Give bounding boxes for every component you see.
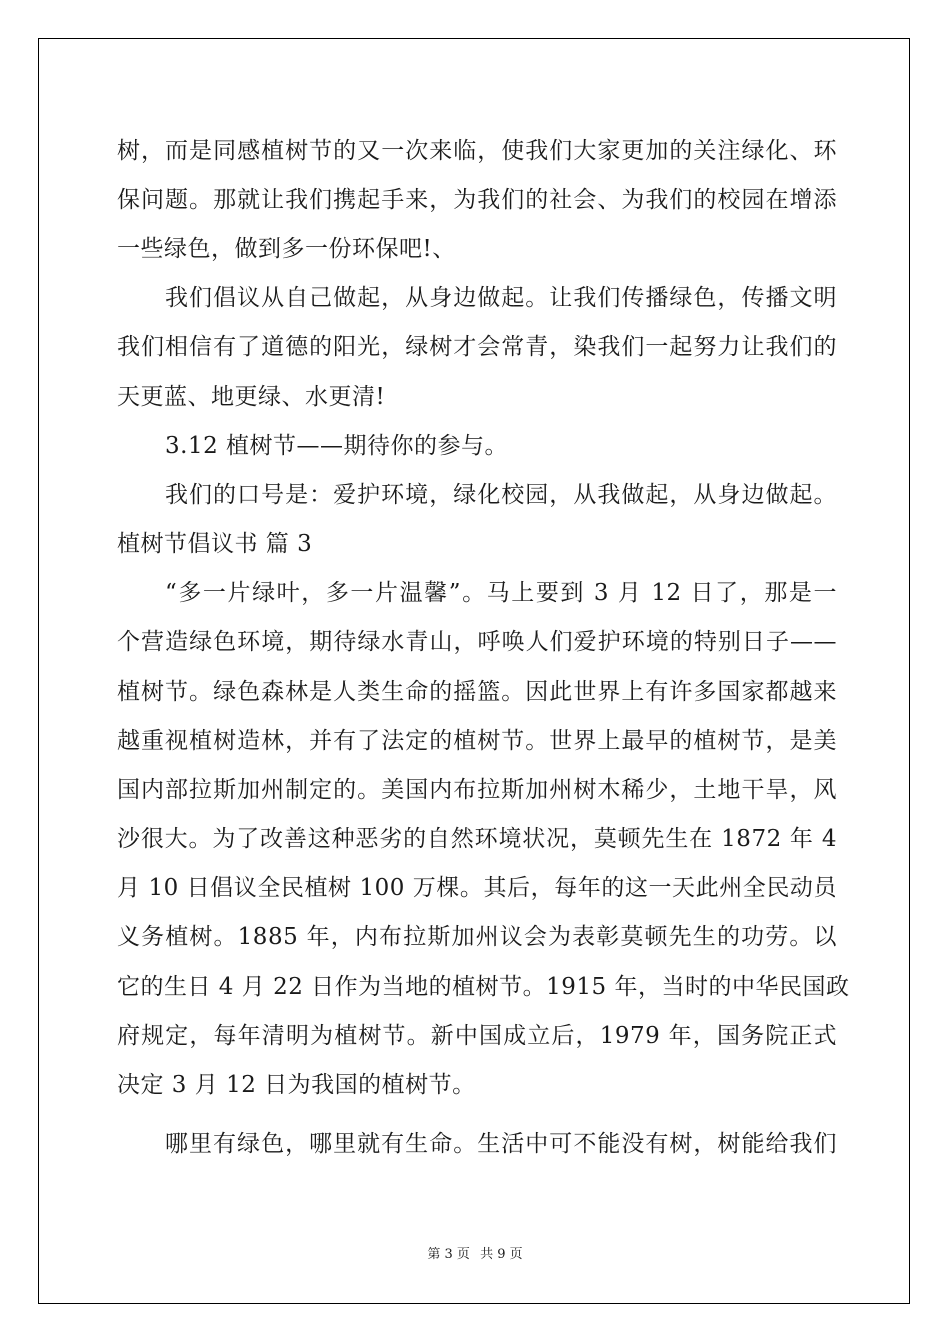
- text-line: 我们倡议从自己做起，从身边做起。让我们传播绿色，传播文明: [165, 285, 837, 311]
- text-line: 天更蓝、地更绿、水更清!: [117, 384, 386, 410]
- page-number: 第 3 页: [427, 1247, 470, 1262]
- text-line: 一些绿色，做到多一份环保吧!、: [117, 236, 456, 262]
- text-line: 国内部拉斯加州制定的。美国内布拉斯加州树木稀少，土地干旱，风: [117, 777, 837, 803]
- text-line: 树，而是同感植树节的又一次来临，使我们大家更加的关注绿化、环: [117, 138, 837, 164]
- text-line: 义务植树。1885 年，内布拉斯加州议会为表彰莫顿先生的功劳。以: [117, 924, 837, 950]
- text-line: 府规定，每年清明为植树节。新中国成立后，1979 年，国务院正式: [117, 1023, 837, 1049]
- text-line: “多一片绿叶，多一片温馨”。马上要到 3 月 12 日了，那是一: [165, 580, 837, 606]
- text-line: 我们相信有了道德的阳光，绿树才会常青，染我们一起努力让我们的: [117, 334, 837, 360]
- section-heading: 植树节倡议书 篇 3: [117, 531, 313, 557]
- page-footer: [0, 1246, 950, 1264]
- page-total: 共 9 页: [480, 1247, 523, 1262]
- text-line: 植树节。绿色森林是人类生命的摇篮。因此世界上有许多国家都越来: [117, 679, 837, 705]
- text-line: 越重视植树造林，并有了法定的植树节。世界上最早的植树节，是美: [117, 728, 837, 754]
- page-border: [38, 38, 910, 1304]
- text-line: 我们的口号是：爱护环境，绿化校园，从我做起，从身边做起。: [165, 482, 837, 508]
- text-line: 沙很大。为了改善这种恶劣的自然环境状况，莫顿先生在 1872 年 4: [117, 826, 837, 852]
- text-line: 月 10 日倡议全民植树 100 万棵。其后，每年的这一天此州全民动员: [117, 875, 837, 901]
- text-line: 它的生日 4 月 22 日作为当地的植树节。1915 年，当时的中华民国政: [117, 974, 850, 1000]
- text-line: 3.12 植树节——期待你的参与。: [165, 433, 509, 459]
- text-line: 决定 3 月 12 日为我国的植树节。: [117, 1072, 476, 1098]
- text-line: 个营造绿色环境，期待绿水青山，呼唤人们爱护环境的特别日子——: [117, 629, 837, 655]
- text-line: 哪里有绿色，哪里就有生命。生活中可不能没有树，树能给我们: [165, 1131, 837, 1157]
- text-line: 保问题。那就让我们携起手来，为我们的社会、为我们的校园在增添: [117, 187, 837, 213]
